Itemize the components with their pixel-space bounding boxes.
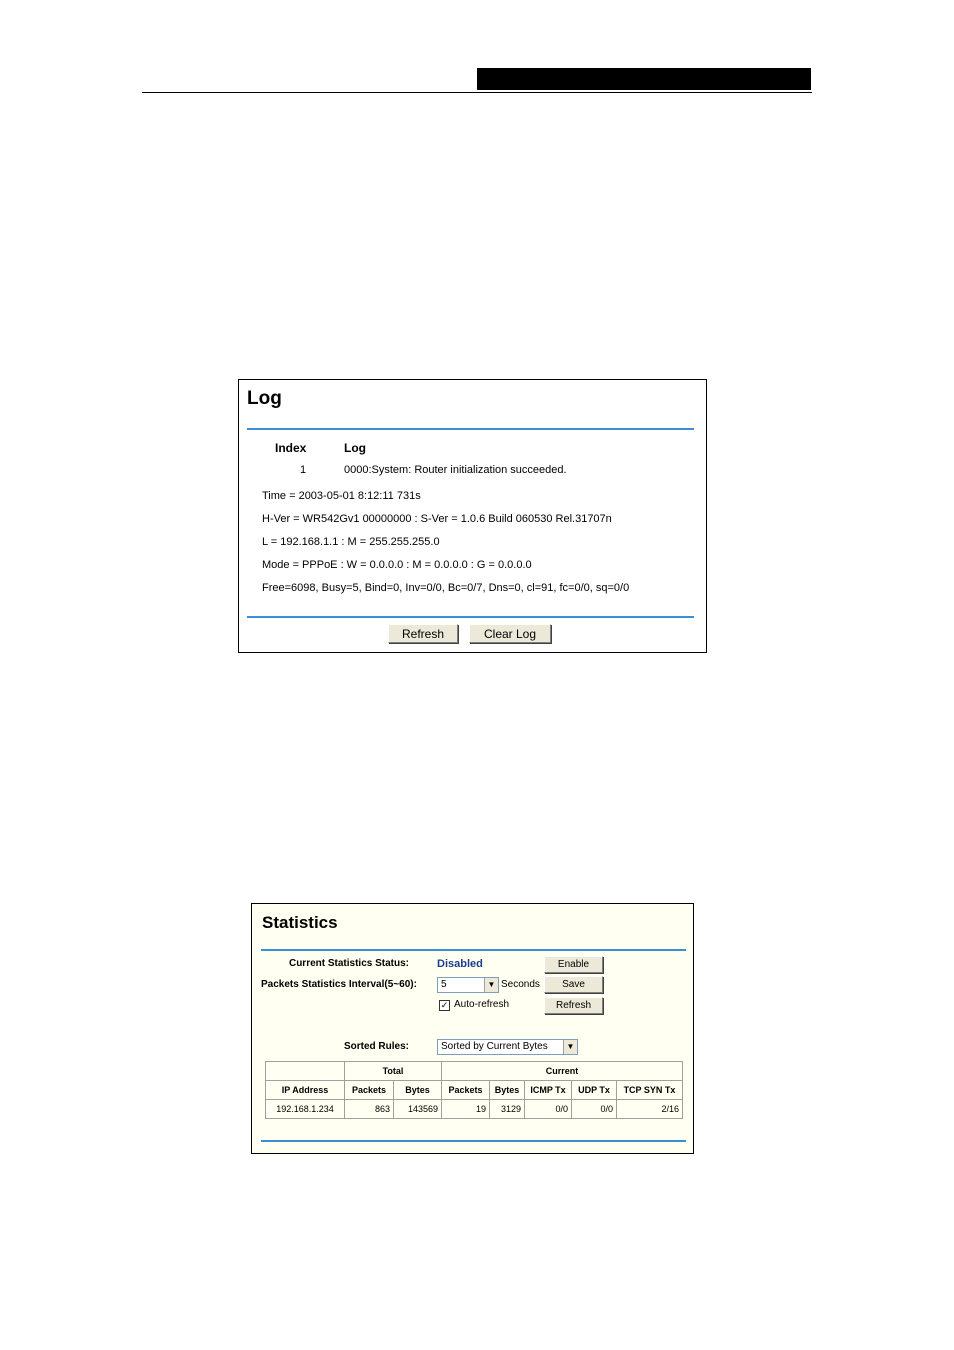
log-entry-index: 1 bbox=[300, 464, 307, 476]
cell-ip-address: 192.168.1.234 bbox=[266, 1100, 345, 1119]
cell-tcp-syn-tx: 2/16 bbox=[617, 1100, 683, 1119]
column-ip-address: IP Address bbox=[266, 1081, 345, 1100]
auto-refresh-checkbox[interactable]: ✓ bbox=[440, 1000, 449, 1010]
cell-current-bytes: 3129 bbox=[490, 1100, 525, 1119]
sorted-rules-value: Sorted by Current Bytes bbox=[441, 1041, 548, 1052]
log-title: Log bbox=[247, 388, 282, 409]
log-top-divider bbox=[247, 428, 694, 430]
statistics-top-divider bbox=[261, 949, 686, 951]
log-column-index: Index bbox=[275, 441, 307, 455]
status-label: Current Statistics Status: bbox=[288, 958, 409, 969]
interval-label: Packets Statistics Interval(5~60): bbox=[261, 979, 417, 990]
log-refresh-button[interactable]: Refresh bbox=[388, 624, 458, 643]
enable-button[interactable]: Enable bbox=[544, 956, 603, 973]
log-info-version: H-Ver = WR542Gv1 00000000 : S-Ver = 1.0.6 Build 060530 Rel.31707n bbox=[262, 513, 612, 525]
column-total-bytes: Bytes bbox=[394, 1081, 442, 1100]
cell-current-packets: 19 bbox=[442, 1100, 490, 1119]
log-info-lan: L = 192.168.1.1 : M = 255.255.255.0 bbox=[262, 536, 440, 548]
statistics-table bbox=[265, 1061, 683, 1119]
column-tcp-syn-tx: TCP SYN Tx bbox=[617, 1081, 683, 1100]
cell-icmp-tx: 0/0 bbox=[525, 1100, 572, 1119]
statistics-panel bbox=[251, 903, 694, 1154]
interval-select[interactable] bbox=[437, 977, 499, 993]
log-info-time: Time = 2003-05-01 8:12:11 731s bbox=[262, 490, 421, 502]
cell-total-packets: 863 bbox=[345, 1100, 394, 1119]
page-header-bar bbox=[477, 68, 811, 90]
statistics-bottom-divider bbox=[261, 1140, 686, 1142]
column-udp-tx: UDP Tx bbox=[572, 1081, 617, 1100]
table-header-row bbox=[266, 1081, 683, 1100]
log-bottom-divider bbox=[247, 616, 694, 618]
column-total-packets: Packets bbox=[345, 1081, 394, 1100]
table-group-header-row bbox=[266, 1062, 683, 1081]
table-row bbox=[266, 1100, 683, 1119]
log-column-log: Log bbox=[344, 441, 366, 455]
table-empty-cell bbox=[266, 1062, 345, 1081]
column-current-bytes: Bytes bbox=[490, 1081, 525, 1100]
status-badge: Disabled bbox=[437, 958, 483, 970]
auto-refresh-label: Auto-refresh bbox=[454, 999, 510, 1010]
stats-refresh-button[interactable]: Refresh bbox=[544, 997, 603, 1014]
log-info-wan: Mode = PPPoE : W = 0.0.0.0 : M = 0.0.0.0 : G = 0.0.0.0 bbox=[262, 559, 532, 571]
cell-total-bytes: 143569 bbox=[394, 1100, 442, 1119]
chevron-down-icon[interactable]: ▼ bbox=[484, 978, 498, 992]
sorted-rules-label: Sorted Rules: bbox=[343, 1041, 409, 1052]
log-panel bbox=[238, 379, 707, 653]
log-entry-text: 0000:System: Router initialization succeeded. bbox=[344, 464, 567, 476]
save-button[interactable]: Save bbox=[544, 976, 603, 993]
group-total-header: Total bbox=[345, 1062, 442, 1081]
statistics-title: Statistics bbox=[262, 913, 338, 932]
column-current-packets: Packets bbox=[442, 1081, 490, 1100]
page-header-rule bbox=[142, 92, 812, 93]
cell-udp-tx: 0/0 bbox=[572, 1100, 617, 1119]
sorted-rules-select[interactable] bbox=[437, 1039, 578, 1055]
chevron-down-icon[interactable]: ▼ bbox=[563, 1040, 577, 1054]
group-current-header: Current bbox=[442, 1062, 683, 1081]
seconds-label: Seconds bbox=[501, 979, 540, 990]
log-info-resources: Free=6098, Busy=5, Bind=0, Inv=0/0, Bc=0/7, Dns=0, cl=91, fc=0/0, sq=0/0 bbox=[262, 582, 630, 594]
interval-value: 5 bbox=[441, 979, 447, 990]
column-icmp-tx: ICMP Tx bbox=[525, 1081, 572, 1100]
clear-log-button[interactable]: Clear Log bbox=[469, 624, 551, 643]
